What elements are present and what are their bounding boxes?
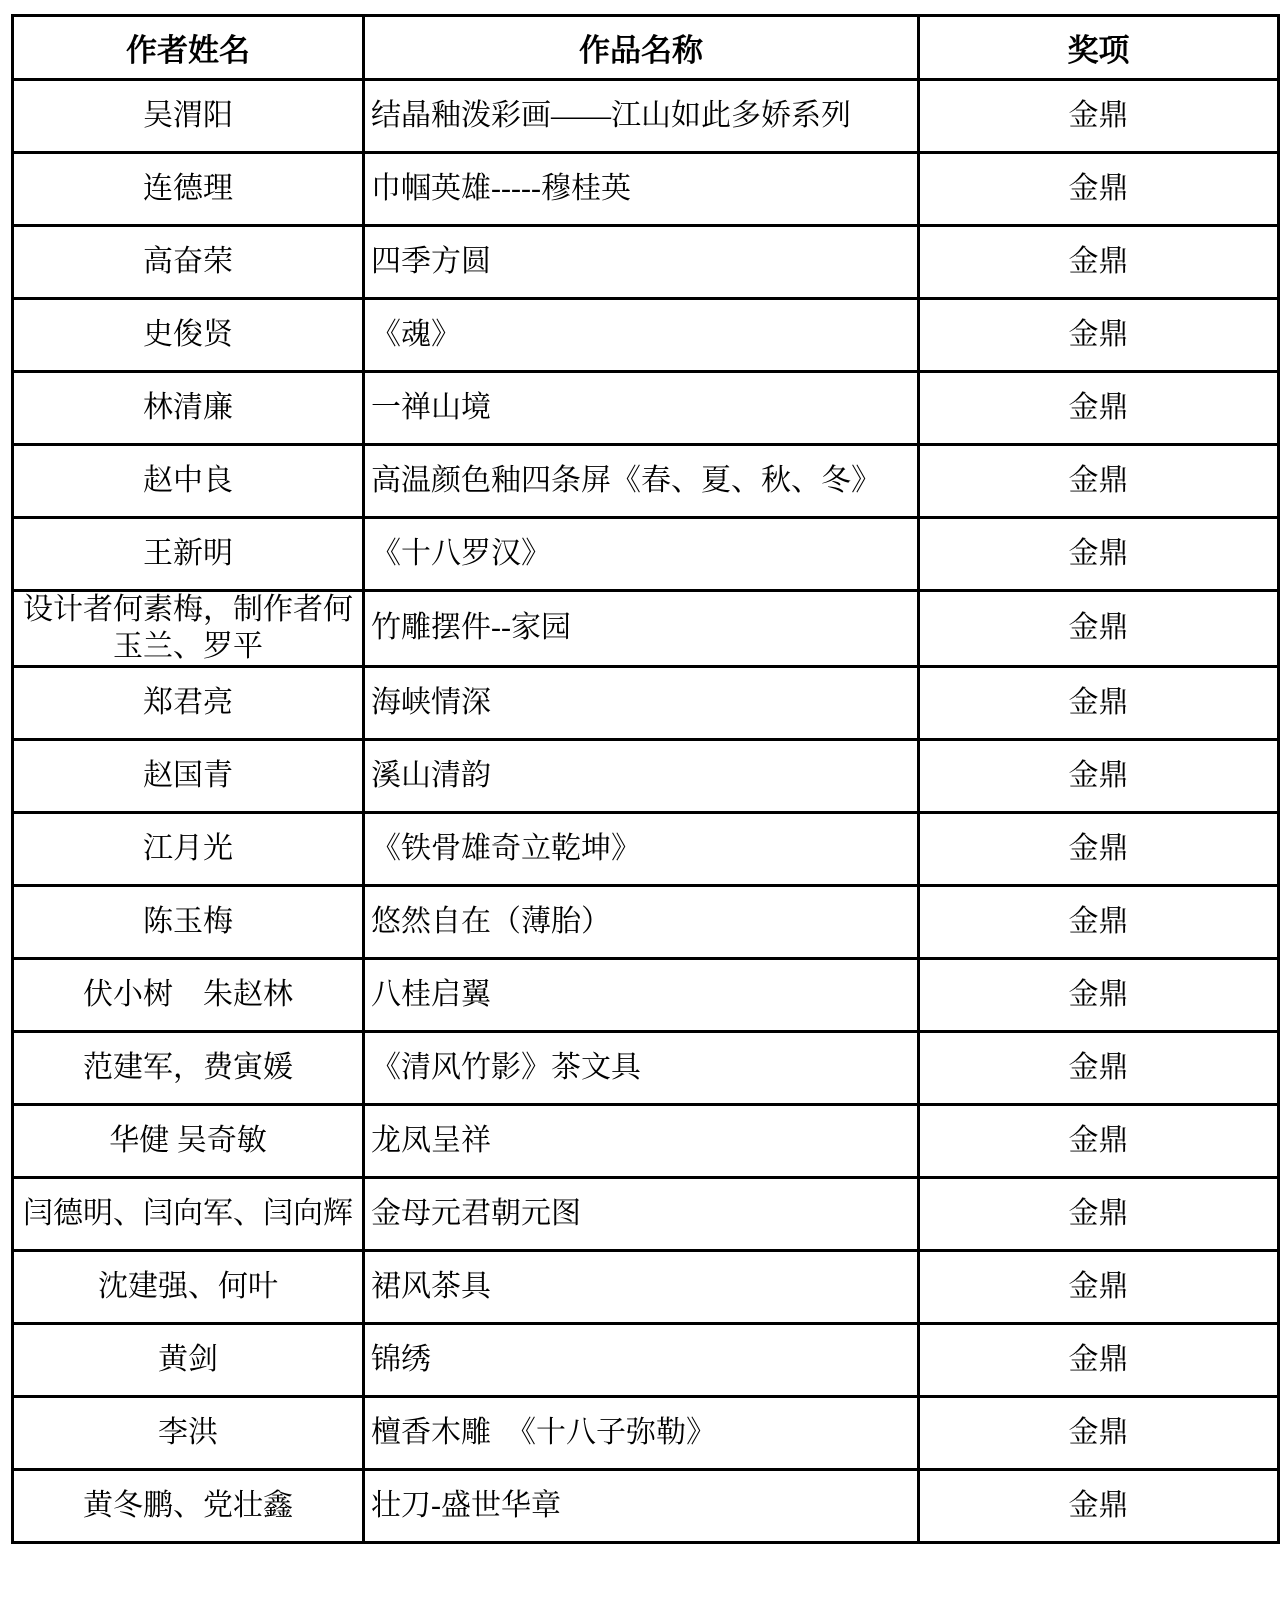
author-cell: 高奋荣	[13, 226, 364, 299]
table-row	[13, 299, 1279, 372]
author-cell: 史俊贤	[13, 299, 364, 372]
awards-table-container	[11, 14, 1280, 1544]
award-cell: 金鼎	[919, 886, 1279, 959]
header-row	[13, 16, 1279, 80]
table-row	[13, 813, 1279, 886]
table-row	[13, 1324, 1279, 1397]
award-cell: 金鼎	[919, 1105, 1279, 1178]
author-cell: 沈建强、何叶	[13, 1251, 364, 1324]
work-cell: 八桂启翼	[364, 959, 919, 1032]
column-header-work: 作品名称	[364, 16, 919, 80]
author-cell: 林清廉	[13, 372, 364, 445]
table-row	[13, 1032, 1279, 1105]
award-cell: 金鼎	[919, 1470, 1279, 1543]
table-row	[13, 886, 1279, 959]
table-row	[13, 1397, 1279, 1470]
award-cell: 金鼎	[919, 1397, 1279, 1470]
work-cell: 四季方圆	[364, 226, 919, 299]
work-cell: 裙风茶具	[364, 1251, 919, 1324]
award-cell: 金鼎	[919, 740, 1279, 813]
author-cell: 江月光	[13, 813, 364, 886]
author-cell: 连德理	[13, 153, 364, 226]
author-cell: 郑君亮	[13, 667, 364, 740]
author-cell: 闫德明、闫向军、闫向辉	[13, 1178, 364, 1251]
award-cell: 金鼎	[919, 591, 1279, 667]
table-row	[13, 667, 1279, 740]
author-cell: 范建军，费寅媛	[13, 1032, 364, 1105]
award-cell: 金鼎	[919, 813, 1279, 886]
work-cell: 巾帼英雄-----穆桂英	[364, 153, 919, 226]
award-cell: 金鼎	[919, 959, 1279, 1032]
work-cell: 一禅山境	[364, 372, 919, 445]
work-cell: 高温颜色釉四条屏《春、夏、秋、冬》	[364, 445, 919, 518]
award-cell: 金鼎	[919, 153, 1279, 226]
award-cell: 金鼎	[919, 1251, 1279, 1324]
work-cell: 《十八罗汉》	[364, 518, 919, 591]
award-cell: 金鼎	[919, 445, 1279, 518]
table-row	[13, 445, 1279, 518]
table-row	[13, 153, 1279, 226]
work-cell: 海峡情深	[364, 667, 919, 740]
work-cell: 悠然自在（薄胎）	[364, 886, 919, 959]
work-cell: 锦绣	[364, 1324, 919, 1397]
table-row	[13, 1105, 1279, 1178]
author-cell: 吴渭阳	[13, 80, 364, 153]
award-cell: 金鼎	[919, 372, 1279, 445]
work-cell: 竹雕摆件--家园	[364, 591, 919, 667]
table-body	[13, 80, 1279, 1543]
work-cell: 龙凤呈祥	[364, 1105, 919, 1178]
awards-table	[11, 14, 1280, 1544]
table-row	[13, 1251, 1279, 1324]
award-cell: 金鼎	[919, 1178, 1279, 1251]
work-cell: 金母元君朝元图	[364, 1178, 919, 1251]
author-cell: 陈玉梅	[13, 886, 364, 959]
table-row	[13, 959, 1279, 1032]
table-row	[13, 518, 1279, 591]
table-row	[13, 591, 1279, 667]
award-cell: 金鼎	[919, 226, 1279, 299]
table-row	[13, 372, 1279, 445]
work-cell: 壮刀-盛世华章	[364, 1470, 919, 1543]
award-cell: 金鼎	[919, 299, 1279, 372]
author-cell: 赵国青	[13, 740, 364, 813]
author-cell: 黄冬鹏、党壮鑫	[13, 1470, 364, 1543]
author-cell: 李洪	[13, 1397, 364, 1470]
table-row	[13, 1178, 1279, 1251]
table-row	[13, 226, 1279, 299]
author-cell: 黄剑	[13, 1324, 364, 1397]
work-cell: 《铁骨雄奇立乾坤》	[364, 813, 919, 886]
award-cell: 金鼎	[919, 80, 1279, 153]
table-row	[13, 1470, 1279, 1543]
award-cell: 金鼎	[919, 1324, 1279, 1397]
author-cell: 王新明	[13, 518, 364, 591]
author-cell: 赵中良	[13, 445, 364, 518]
column-header-author: 作者姓名	[13, 16, 364, 80]
table-row	[13, 740, 1279, 813]
award-cell: 金鼎	[919, 518, 1279, 591]
award-cell: 金鼎	[919, 667, 1279, 740]
author-cell: 设计者何素梅，制作者何玉兰、罗平	[13, 591, 364, 667]
author-cell: 伏小树 朱赵林	[13, 959, 364, 1032]
award-cell: 金鼎	[919, 1032, 1279, 1105]
work-cell: 结晶釉泼彩画——江山如此多娇系列	[364, 80, 919, 153]
work-cell: 溪山清韵	[364, 740, 919, 813]
work-cell: 《清风竹影》茶文具	[364, 1032, 919, 1105]
work-cell: 《魂》	[364, 299, 919, 372]
author-cell: 华健 吴奇敏	[13, 1105, 364, 1178]
work-cell: 檀香木雕 《十八子弥勒》	[364, 1397, 919, 1470]
table-row	[13, 80, 1279, 153]
column-header-award: 奖项	[919, 16, 1279, 80]
